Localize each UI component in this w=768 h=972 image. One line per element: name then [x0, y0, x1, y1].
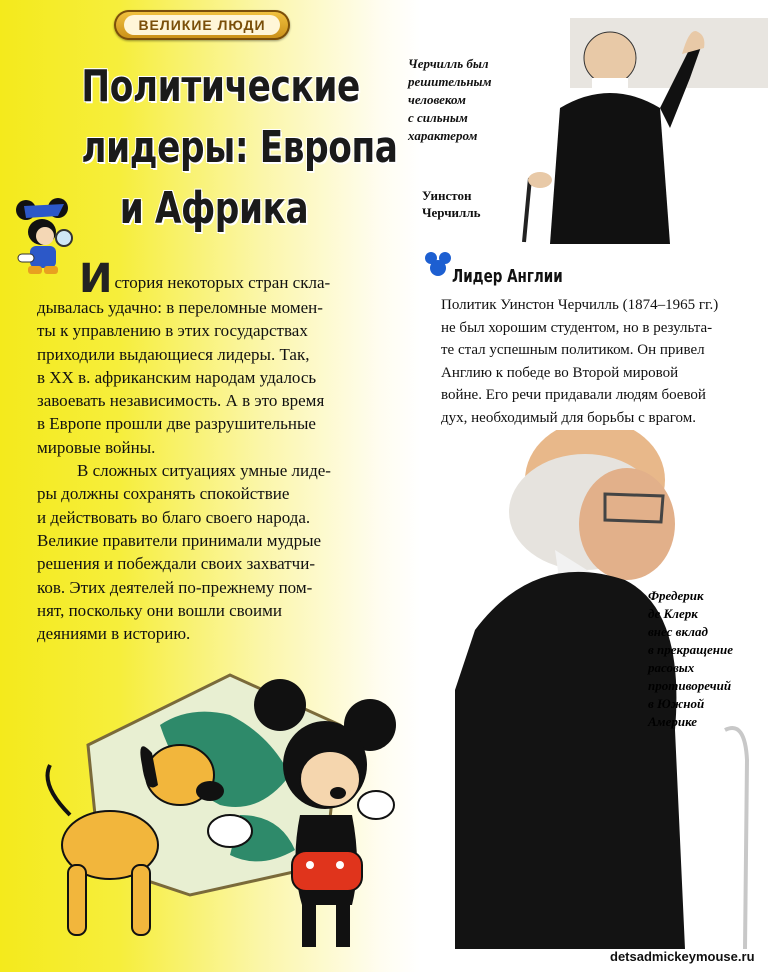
- section-label: ВЕЛИКИЕ ЛЮДИ: [124, 15, 279, 35]
- article-line: и действовать во благо своего народа.: [37, 507, 311, 527]
- section-banner: [114, 10, 290, 40]
- mickey-pluto-map-illustration: [40, 665, 400, 965]
- title-line: и Африка: [119, 183, 309, 234]
- article-line: ры должны сохранять спокойствие: [37, 484, 290, 504]
- de-klerk-caption: Фредерик де Клерк внес вклад в прекращение расовых противоречий в Южной Америке: [648, 588, 733, 729]
- article-line: дывалась удачно: в переломные момен-: [37, 298, 323, 317]
- article-line: История некоторых стран скла-: [79, 256, 331, 302]
- churchill-name: Уинстон Черчилль: [422, 188, 481, 220]
- churchill-caption: Черчилль был решительным человеком с сильным характером: [408, 56, 492, 143]
- page-title: [81, 56, 398, 239]
- mickey-ears-icon: [424, 251, 452, 277]
- article-line: ты к управлению в этих государствах: [37, 321, 308, 341]
- churchill-portrait: [510, 18, 768, 244]
- article-line: мировые войны.: [37, 437, 156, 457]
- site-watermark: detsadmickeymouse.ru: [610, 949, 755, 964]
- article-line: завоевать независимость. А в это время: [37, 391, 325, 411]
- article-line: ков. Этих деятелей по-прежнему пом-: [37, 577, 313, 597]
- article-line: в Европе прошли две разрушительные: [37, 414, 316, 434]
- title-line: лидеры: Европа: [81, 122, 398, 173]
- info-box-text: Политик Уинстон Черчилль (1874–1965 гг.) не был хорошим студентом, но в результа- те стал успешным политиком. Он привел Англию к победе во Второй мировой войне. Его речи придавали людям боевой дух, необходимый для борьбы с врагом.: [441, 297, 719, 426]
- title-line: Политические: [81, 61, 360, 112]
- article-line: нят, поскольку они вошли своими: [37, 600, 282, 620]
- article-line: Великие правители принимали мудрые: [37, 530, 322, 550]
- info-box-title: Лидер Англии: [452, 266, 563, 287]
- article-line: деяниями в историю.: [37, 624, 191, 644]
- article-line: решения и побеждали своих захватчи-: [37, 554, 315, 574]
- drop-cap: И: [79, 256, 113, 302]
- article-line: В сложных ситуациях умные лиде-: [77, 461, 331, 481]
- article-body: [37, 256, 382, 645]
- article-line: приходили выдающиеся лидеры. Так,: [37, 344, 310, 364]
- article-line: в XX в. африканским народам удалось: [37, 367, 317, 387]
